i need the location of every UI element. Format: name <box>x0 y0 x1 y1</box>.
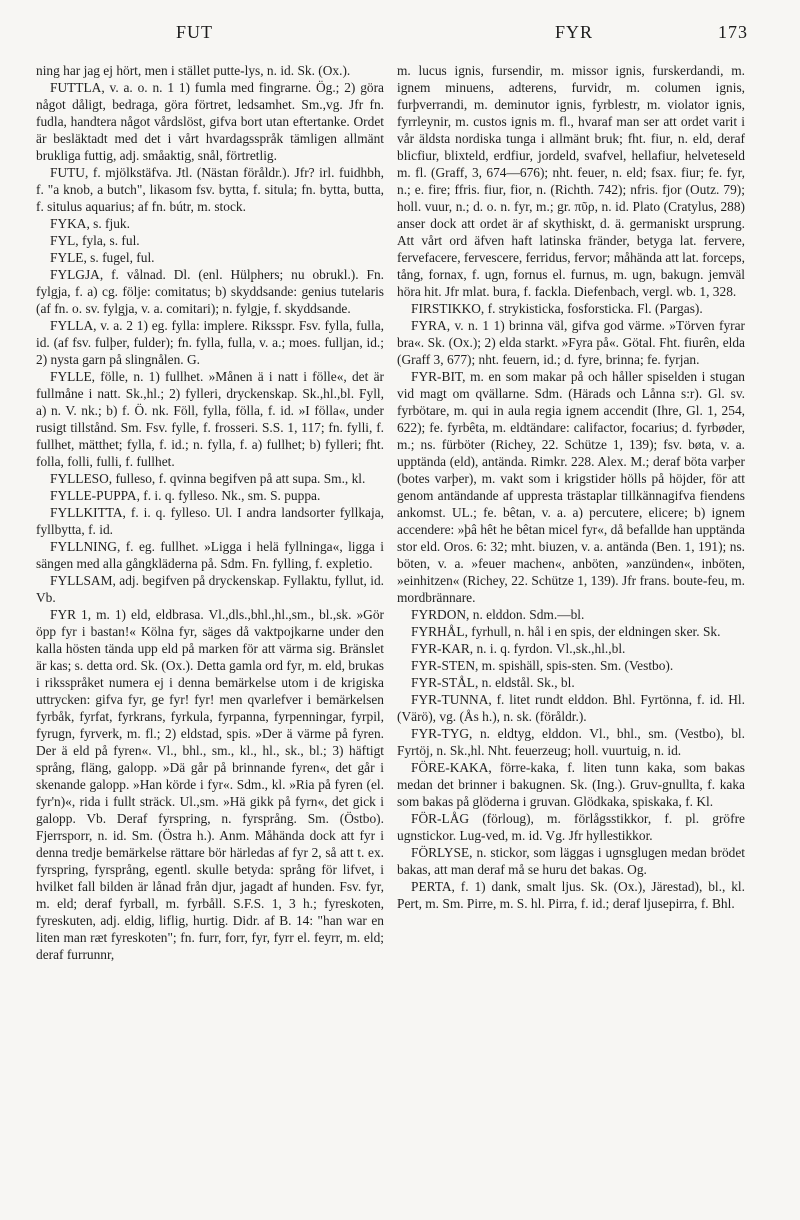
entry-paragraph: m. lucus ignis, fursendir, m. missor ignis, furskerdandi, m. ignem minuens, adterens, furvidr, m. columen ignis, furþverrandi, m. deminutor ignis, fyrblestr, m. violator ignis, fyrrleynir, m. custos ignis m. fl., hvaraf man ser att ordet varit i vår äldsta nordiska tunga i allmänt bruk; fht. fiur, n. eld, deraf blicfiur, blixteld, erdfiur, jordeld, svafvel, hellafiur, helveteseld m. fl. (Graff, 3, 674—676); nht. feuer, n. eld; fsax. fiur; fe. fyr, n.; e. fire; ffris. fiur, fior, n. (Richth. 742); nfris. fjor (Outz. 79); holl. vuur, n.; d. o. n. fyr, m.; gr. πῦρ, n. id. Plato (Cratylus, 288) anser dock att ordet är af skythiskt, d. ä. germaniskt ursprung. Att vårt ord äfven haft latinska fränder, betyga lat. fervere, fervefacere, fervescere, ferridus, fervor; måhända att lat. forceps, tång, fornax, f. ugn, fornus el. furnus, m. ugn, bakugn. jemväl höra hit. Jfr mlat. bura, f. fackla. Diefenbach, vergl. wb. 1, 328. <box>397 63 745 299</box>
entry-paragraph: FYKA, s. fjuk. <box>50 216 130 231</box>
entry-paragraph: FYR-BIT, m. en som makar på och håller spiselden i stugan vid magt om qvällarne. Sdm. (Härads och Lånna s:r). Gl. sv. fyrbötare, m. qui in aula regia ignem accendit (Ihre, Gl. 1, 254, 622); fe. fyrbêta, m. eldtändare: califactor, focarius; d. fyrbøder, m.; ns. fürböter (Richey, 22. Schütze 1, 139); fsv. bøta, v. a. upptända (eld), antända. Rimkr. 228. Alex. M.; deraf böta varþer (botes varþer), m. vakt som i krigstider hölls på höjder, för att genom antändande af uppresta trästaplar tillkännagifva fiendens ankomst. UL.; fe. bêtan, v. a. a) percutere, elicere; b) ignem accendere: »þâ hêt he bêtan micel fyr«, då befallde han upptända stor eld. Oros. 6: 32; mht. biuzen, v. a. antända (Ben. 1, 191); ns. böten, v. a. »feuer machen«, anböten, »anzünden«, inböten, »einhitzen« (Richey, 22. Schütze 1, 139). Jfr frans. boute-feu, m. mordbrännare. <box>397 369 745 605</box>
entry-paragraph: FUTTLA, v. a. o. n. 1 1) fumla med fingrarne. Ög.; 2) göra något dåligt, bedraga, göra förtret, ledsamhet. Sm.,vg. Jfr fn. fudla, handtera något vårdslöst, gifva bort utan eftertanke. Ordet är besläktadt med det i vårt hvardagsspråk tämligen allmänt brukliga futtig, adj. småaktig, snål, förtretlig. <box>36 80 384 163</box>
entry-paragraph: FYLLA, v. a. 2 1) eg. fylla: implere. Riksspr. Fsv. fylla, fulla, id. (af fsv. fulþer, fulder); fn. fylla, fulla, v. a.; moes. fulljan, id.; 2) nysta garn på slingnålen. G. <box>36 318 384 367</box>
entry-paragraph: FYR-TUNNA, f. litet rundt elddon. Bhl. Fyrtönna, f. id. Hl. (Värö), vg. (Ås h.), n. sk. (föråldr.). <box>397 692 745 724</box>
entry-paragraph: FIRSTIKKO, f. strykisticka, fosforsticka. Fl. (Pargas). <box>411 301 703 316</box>
entry-paragraph: FYLLE-PUPPA, f. i. q. fylleso. Nk., sm. S. puppa. <box>50 488 321 503</box>
entry-paragraph: FÖRE-KAKA, förre-kaka, f. liten tunn kaka, som bakas medan det brinner i bakugnen. Sk. (Ing.). Gruv-gnullta, f. kaka som bakas på glöderna i gruvan. Glödkaka, spiskaka, f. Kl. <box>397 760 745 809</box>
entry-paragraph: FYRDON, n. elddon. Sdm.—bl. <box>411 607 585 622</box>
header-left-word: FUT <box>176 22 214 42</box>
entry-paragraph: FYLLE, fölle, n. 1) fullhet. »Månen ä i natt i fölle«, det är fullmåne i natt. Sk.,hl.; 2) fylleri, dryckenskap. Sk.,hl.,bl. Fyll, a) n. V. nk.; b) f. Ö. nk. Föll, fylla, fölla, f. id. »I fölla«, under rusigt tillstånd. Sm. Fsv. fylle, f. frosseri. S.S. 1, 117; fn. fylli, f. fullhet, mätthet; fylla, f. id.; n. fylla, f. a) fullhet; b) fylleri; fht. folla, folli, fulli, f. fullhet. <box>36 369 384 469</box>
entry-paragraph: FUTU, f. mjölkstäfva. Jtl. (Nästan föråldr.). Jfr? irl. fuidhbh, f. "a knob, a butch", likasom fsv. bytta, f. situla; fn. bytta, butta, f. situlus aquarius; af fn. bútr, m. stock. <box>36 165 384 214</box>
entry-paragraph: FYRA, v. n. 1 1) brinna väl, gifva god värme. »Törven fyrar bra«. Sk. (Ox.); 2) elda starkt. »Fyra på«. Götal. Fht. fiurên, elda (Graff 3, 677); nht. feuern, id.; d. fyre, brinna; fe. fyrjan. <box>397 318 745 367</box>
left-column <box>36 62 384 963</box>
entry-paragraph: FYLLSAM, adj. begifven på dryckenskap. Fyllaktu, fyllut, id. Vb. <box>36 573 384 605</box>
page-number: 173 <box>718 22 748 42</box>
entry-paragraph: FYR-KAR, n. i. q. fyrdon. Vl.,sk.,hl.,bl. <box>411 641 626 656</box>
entry-paragraph: FYLE, s. fugel, ful. <box>50 250 155 265</box>
entry-paragraph: FYLLESO, fulleso, f. qvinna begifven på att supa. Sm., kl. <box>50 471 366 486</box>
entry-paragraph: FYLLNING, f. eg. fullhet. »Ligga i helä fyllninga«, ligga i sängen med alla gångkläderna på. Sdm. Fn. fylling, f. expletio. <box>36 539 384 571</box>
entry-paragraph: FYRHÅL, fyrhull, n. hål i en spis, der eldningen sker. Sk. <box>411 624 721 639</box>
entry-paragraph: FYR-TYG, n. eldtyg, elddon. Vl., bhl., sm. (Vestbo), bl. Fyrtöj, n. Sk.,hl. Nht. feuerzeug; holl. vuurtuig, n. id. <box>397 726 745 758</box>
entry-paragraph: FYLGJA, f. vålnad. Dl. (enl. Hülphers; nu obrukl.). Fn. fylgja, f. a) cg. följe: comitatus; b) skyddsande: genius tutelaris (af fn. o. sv. fylgja, v. a. comitari); n. fylgje, f. skyddsande. <box>36 267 384 316</box>
entry-paragraph: ning har jag ej hört, men i stället putte-lys, n. id. Sk. (Ox.). <box>36 63 351 78</box>
entry-paragraph: FYLLKITTA, f. i. q. fylleso. Ul. I andra landsorter fyllkaja, fyllbytta, f. id. <box>36 505 384 537</box>
entry-paragraph: FYL, fyla, s. ful. <box>50 233 140 248</box>
entry-paragraph: FYR-STEN, m. spishäll, spis-sten. Sm. (Vestbo). <box>411 658 674 673</box>
running-header <box>0 22 800 48</box>
entry-paragraph: FÖR-LÅG (förloug), m. förlågsstikkor, f. pl. gröfre ugnstickor. Lug-ved, m. id. Vg. Jfr hyllestikkor. <box>397 811 745 843</box>
right-column <box>397 62 745 912</box>
entry-paragraph: FYR 1, m. 1) eld, eldbrasa. Vl.,dls.,bhl.,hl.,sm., bl.,sk. »Gör öpp fyr i bastan!« Kölna fyr, säges då vaktpojkarne under den kalla hösten tända upp eld på marken för att värma sig. Bränslet är kas; s. detta ord. Sk. (Ox.). Detta gamla ord fyr, m. eld, brukas i riksspråket numera ej i denna bemärkelse utom i de krigiska uttrycken: gifva fyr, ge fyr! fyr! men qvarlefver i bemärkelsen fyrbåk, fyrfat, fyrkrans, fyrkula, fyrpanna, fyrpenningar, fyrpil, fyrugn, fyrverk, m. fl.; 2) eldstad, spis. »Der ä värme på fyren. Der ä eld på fyren«. Vl., bhl., sm., kl., hl., sk., bl.; 3) häftigt språng, fläng, galopp. »Dä går på brinnande fyren«, det går i skenande galopp. »Han körde i fyr«. Sdm., kl. »Ria på fyren (el. fyr'n)«, rida i fullt sträck. Ul.,sm. »Hä gikk på fyrn«, det gick i galopp. Vb. Deraf fyrspring, n. fyrsprång. Sm. (Östbo). Fjerrsporr, n. id. Sm. (Östra h.). Anm. Måhända dock att fyr i denna tredje bemärkelse rättare bör härledas af fyr 2, så att t. ex. fyrspring, fyrsprång, egentl. skulle betyda: språng för lifvet, i hvilket fall bilden är lånad från djur, jagadt af hunden. Fsv. fyr, m. eld; deraf fyrball, m. fyrbåll. S.F.S. 1, 3 h.; fyreskoten, fyreskuten, adj. eldig, liflig, hurtig. Didr. af B. 14: "han war en liten man ræt fyreskoten"; fn. furr, forr, fyr, fyrr el. feyrr, m. eld; deraf furrunnr, <box>36 607 384 962</box>
entry-paragraph: PERTA, f. 1) dank, smalt ljus. Sk. (Ox.), Järestad), bl., kl. Pert, m. Sm. Pirre, m. S. hl. Pirra, f. id.; deraf ljusepirra, f. Bhl. <box>397 879 745 911</box>
entry-paragraph: FYR-STÅL, n. eldstål. Sk., bl. <box>411 675 575 690</box>
header-center-word: FYR <box>555 22 594 42</box>
entry-paragraph: FÖRLYSE, n. stickor, som läggas i ugnsglugen medan brödet bakas, att man deraf må se huru det bakas. Og. <box>397 845 745 877</box>
